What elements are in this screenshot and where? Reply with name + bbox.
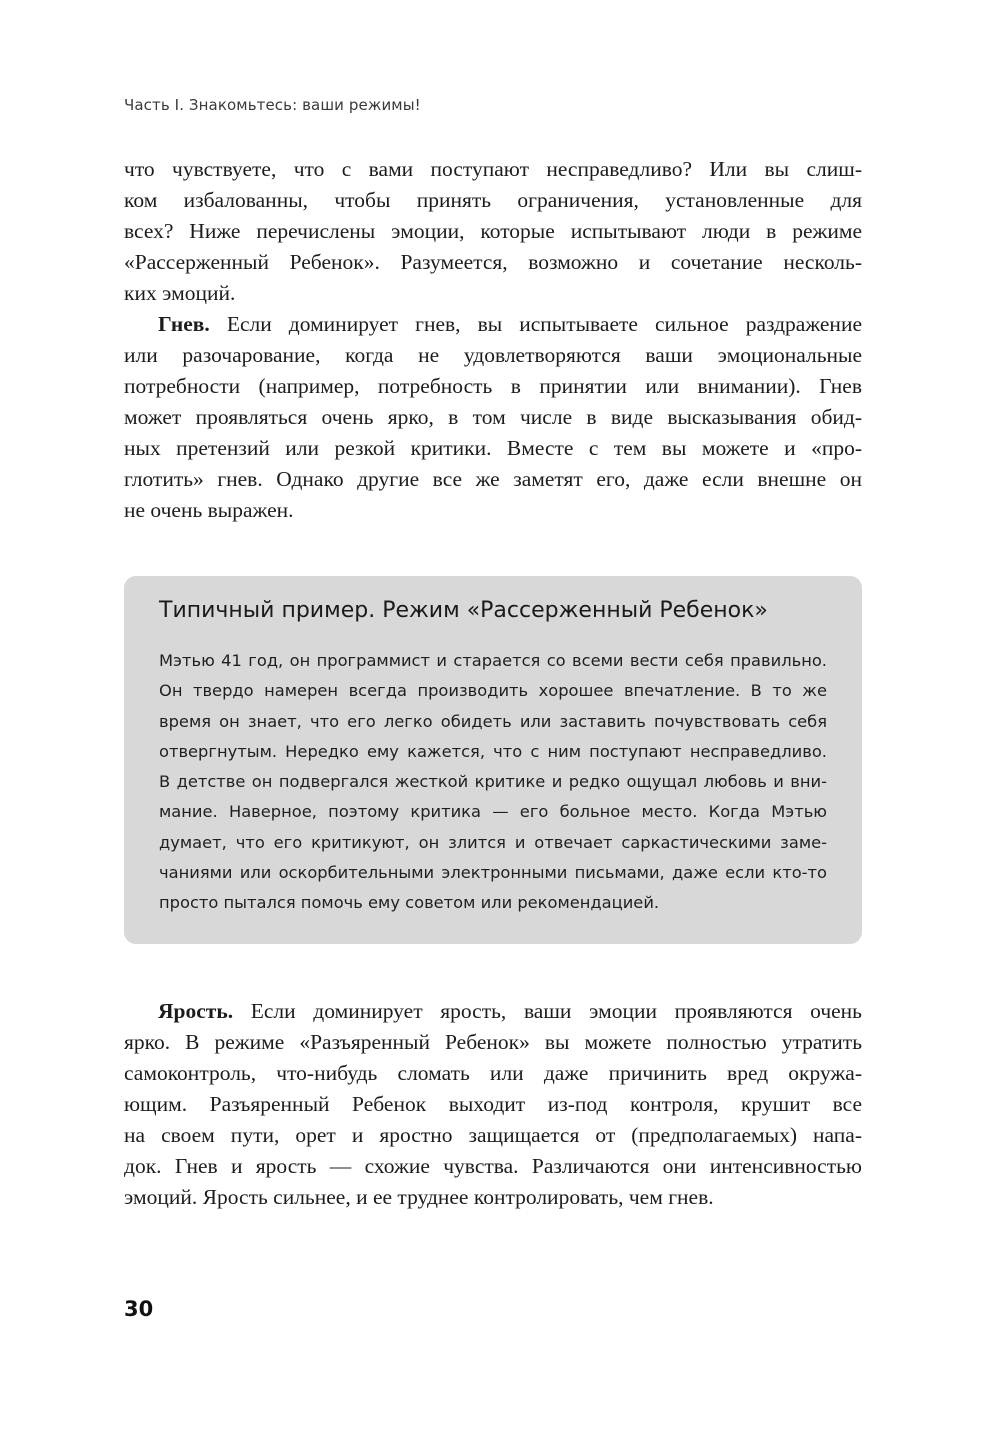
- text-line: чаниями или оскорбительными электронными письмами, даже если кто-то: [159, 863, 827, 883]
- running-header: Часть I. Знакомьтесь: ваши режимы!: [124, 96, 421, 114]
- rage-paragraph: [124, 996, 862, 1213]
- text-line: всех? Ниже перечислены эмоции, которые испытывают люди в режиме: [124, 219, 862, 243]
- text-line: ком избалованны, чтобы принять ограничения, установленные для: [124, 188, 862, 212]
- text-line: [124, 309, 862, 340]
- text-line: В детстве он подвергался жесткой критике и редко ощущал любовь и вни-: [159, 772, 827, 792]
- case-example-box: [124, 576, 862, 944]
- text-line: время он знает, что его легко обидеть или заставить почувствовать себя: [159, 711, 827, 731]
- rage-run-in-heading: Ярость.: [158, 999, 234, 1023]
- intro-paragraph: [124, 154, 862, 309]
- text-line: отвергнутым. Нередко ему кажется, что с ним поступают несправедливо.: [159, 741, 827, 761]
- text-line: док. Гнев и ярость — схожие чувства. Различаются они интенсивностью: [124, 1154, 862, 1178]
- text-line: «Рассерженный Ребенок». Разумеется, возможно и сочетание несколь-: [124, 250, 862, 274]
- text-line: эмоций. Ярость сильнее, и ее труднее контролировать, чем гнев.: [124, 1185, 714, 1209]
- text-line: ких эмоций.: [124, 281, 236, 305]
- text-line: Он твердо намерен всегда производить хорошее впечатление. В то же: [159, 681, 827, 701]
- text-line: ярко. В режиме «Разъяренный Ребенок» вы можете полностью утратить: [124, 1030, 862, 1054]
- case-example-title: Типичный пример. Режим «Рассерженный Ребенок»: [159, 598, 768, 623]
- case-example-body: [159, 646, 827, 919]
- text-line: Мэтью 41 год, он программист и старается со всеми вести себя правильно.: [159, 651, 827, 670]
- text-line: на своем пути, орет и яростно защищается от (предполагаемых) напа-: [124, 1123, 862, 1147]
- text-line: может проявляться очень ярко, в том числе в виде высказывания обид-: [124, 405, 862, 429]
- anger-paragraph: [124, 309, 862, 526]
- text-line: ных претензий или резкой критики. Вместе с тем вы можете и «про-: [124, 436, 862, 460]
- anger-run-in-heading: Гнев.: [158, 312, 210, 336]
- text-line: потребности (например, потребность в принятии или внимании). Гнев: [124, 374, 862, 398]
- text-line: мание. Наверное, поэтому критика — его больное место. Когда Мэтью: [159, 802, 827, 822]
- text-line: просто пытался помочь ему советом или рекомендацией.: [159, 893, 660, 913]
- text-line: глотить» гнев. Однако другие все же заметят его, даже если внешне он: [124, 467, 862, 491]
- text-line: или разочарование, когда не удовлетворяются ваши эмоциональные: [124, 343, 862, 367]
- text-line: не очень выражен.: [124, 498, 294, 522]
- text-line: самоконтроль, что-нибудь сломать или даже причинить вред окружа-: [124, 1061, 862, 1085]
- text-fragment: Если доминирует гнев, вы испытываете сильное раздражение: [209, 312, 862, 336]
- text-line: ющим. Разъяренный Ребенок выходит из-под контроля, крушит все: [124, 1092, 862, 1116]
- text-line: [124, 996, 862, 1027]
- text-line: что чувствуете, что с вами поступают несправедливо? Или вы слиш-: [124, 157, 862, 181]
- page-number: 30: [124, 1297, 154, 1321]
- text-fragment: Если доминирует ярость, ваши эмоции проявляются очень: [233, 999, 862, 1023]
- text-line: думает, что его критикуют, он злится и отвечает саркастическими заме-: [159, 832, 827, 852]
